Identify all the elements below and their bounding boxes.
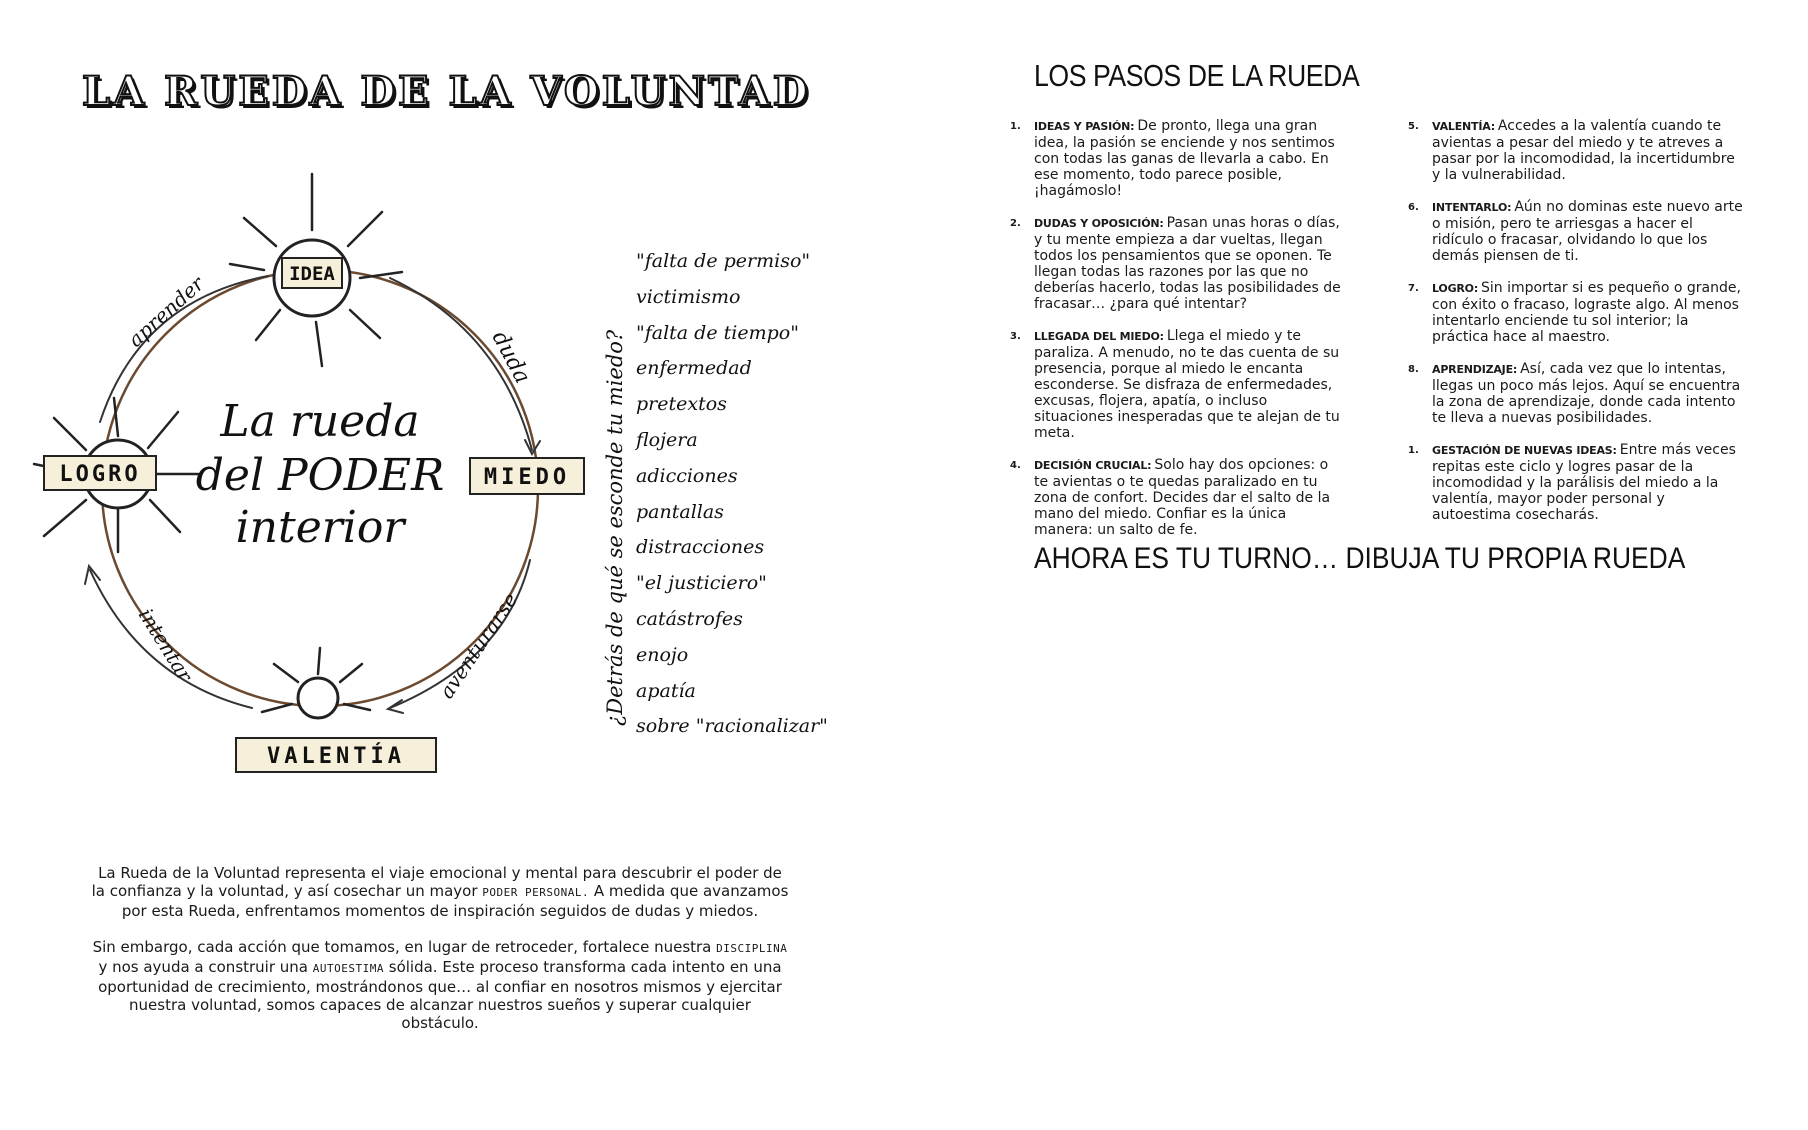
list-item: enojo	[636, 643, 689, 666]
center-line-1: La rueda	[220, 396, 420, 447]
aventurarse-label: aventurarse	[434, 588, 523, 703]
logro-label: LOGRO	[59, 462, 141, 487]
aprender-label: aprender	[123, 271, 209, 352]
center-line-3: interior	[235, 502, 405, 553]
intro-paragraph-1: La Rueda de la Voluntad representa el viaje emocional y mental para descubrir el poder de la confianza y la voluntad, y así cosechar un mayor PODER PERSONAL. A medida que avanzamos por esta Rueda, enfrentamos momentos de inspiración seguidos de dudas y miedos.	[91, 864, 789, 920]
list-item: pantallas	[636, 500, 724, 523]
list-item: enfermedad	[636, 357, 752, 380]
steps-column-1	[1010, 118, 1346, 554]
emphasis-disciplina: DISCIPLINA	[716, 942, 788, 955]
left-page	[0, 0, 900, 1130]
valentia-sun-icon	[262, 648, 370, 718]
step-item: 2. DUDAS Y OPOSICIÓN: Pasan unas horas o días, y tu mente empieza a dar vueltas, llegan todos los pensamientos que se oponen. Te llegan todas las razones por las que no deberías hacerlo, todas las posibilidades de fracasar… ¿para qué intentar?	[1010, 215, 1341, 312]
intro-text	[90, 864, 790, 1050]
your-turn-heading: AHORA ES TU TURNO… DIBUJA TU PROPIA RUEDA	[1034, 542, 1686, 575]
duda-label: duda	[486, 327, 535, 388]
list-item: victimismo	[636, 285, 741, 308]
step-item: 6. INTENTARLO: Aún no dominas este nuevo arte o misión, pero te arriesgas a hacer el ridículo o fracasar, olvidando lo que los demás piensen de ti.	[1408, 199, 1743, 264]
emphasis-poder-personal: PODER PERSONAL.	[482, 886, 590, 899]
emphasis-autoestima: AUTOESTIMA	[312, 962, 384, 975]
list-item: catástrofes	[636, 607, 743, 630]
right-page	[1010, 0, 1790, 1130]
list-item: "el justiciero"	[636, 572, 767, 595]
list-item: flojera	[636, 428, 698, 451]
valentia-label: VALENTÍA	[267, 744, 405, 769]
step-item: 1. GESTACIÓN DE NUEVAS IDEAS: Entre más veces repitas este ciclo y logres pasar de la incomodidad y la parálisis del miedo a la valentía, mayor poder personal y autoestima cosecharás.	[1408, 442, 1736, 523]
step-item: 5. VALENTÍA: Accedes a la valentía cuando te avientas a pesar del miedo y te atreves a pasar por la incomodidad, la incertidumbre y la vulnerabilidad.	[1408, 118, 1735, 183]
list-item: pretextos	[636, 393, 727, 416]
idea-label: IDEA	[289, 263, 335, 285]
list-item: distracciones	[636, 536, 765, 559]
step-item: 3. LLEGADA DEL MIEDO: Llega el miedo y te paraliza. A menudo, no te das cuenta de su presencia, porque al miedo le encanta esconderse. Se disfraza de enfermedades, excusas, flojera, apatía, o incluso situaciones inesperadas que te alejan de tu meta.	[1010, 328, 1340, 441]
intentar-label: intentar	[133, 603, 198, 686]
step-item: 8. APRENDIZAJE: Así, cada vez que lo intentas, llegas un poco más lejos. Aquí se encuentra la zona de aprendizaje, donde cada intento te lleva a nuevas posibilidades.	[1408, 361, 1741, 426]
miedo-label: MIEDO	[483, 465, 571, 490]
list-item: "falta de tiempo"	[636, 321, 799, 344]
intro-paragraph-2: Sin embargo, cada acción que tomamos, en lugar de retroceder, fortalece nuestra DISCIPLINA y nos ayuda a construir una AUTOESTIMA sólida. Este proceso transforma cada intento en una oportunidad de crecimiento, mostrándonos que… al confiar en nosotros mismos y ejercitar nuestra voluntad, somos capaces de alcanzar nuestros sueños y superar cualquier obstáculo.	[92, 938, 788, 1032]
list-item: "falta de permiso"	[636, 250, 811, 272]
fear-list	[636, 244, 856, 745]
center-line-2: del PODER	[195, 450, 445, 501]
list-item: sobre "racionalizar"	[636, 715, 828, 738]
list-item: adicciones	[636, 464, 738, 487]
step-item: 7. LOGRO: Sin importar si es pequeño o grande, con éxito o fracaso, lograste algo. Al menos intentarlo enciende tu sol interior; la práctica hace al maestro.	[1408, 280, 1741, 345]
step-item: 4. DECISIÓN CRUCIAL: Solo hay dos opciones: o te avientas o te quedas paralizado en tu zona de confort. Decides dar el salto de la mano del miedo. Confiar es la única manera: un salto de fe.	[1010, 457, 1331, 538]
wheel-diagram	[30, 160, 630, 800]
step-item: 1. IDEAS Y PASIÓN: De pronto, llega una gran idea, la pasión se enciende y nos sentimos con todas las ganas de llevarla a cabo. En ese momento, todo parece posible, ¡hagámoslo!	[1010, 118, 1335, 199]
page-title: LA RUEDA DE LA VOLUNTAD	[82, 68, 811, 115]
fear-question: ¿Detrás de qué se esconde tu miedo?	[603, 329, 627, 726]
steps-title: LOS PASOS DE LA RUEDA	[1034, 58, 1360, 93]
steps-column-2	[1408, 118, 1744, 539]
list-item: apatía	[636, 679, 696, 702]
